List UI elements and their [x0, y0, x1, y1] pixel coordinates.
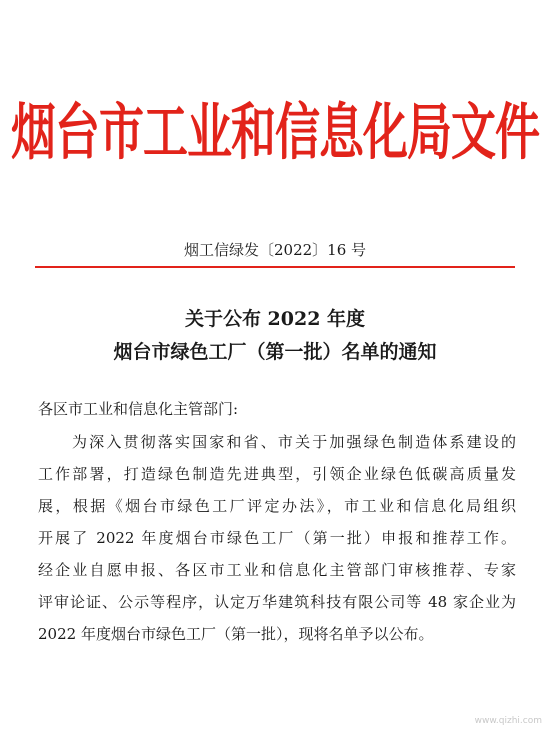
body-paragraph-line: 评审论证、公示等程序，认定万华建筑科技有限公司等 48 家企业为: [38, 593, 516, 611]
body-paragraph-line: 经企业自愿申报、各区市工业和信息化主管部门审核推荐、专家: [38, 561, 516, 579]
body-paragraph-line: 展，根据《烟台市绿色工厂评定办法》，市工业和信息化局组织: [38, 497, 516, 515]
body-paragraph-line: 开展了 2022 年度烟台市绿色工厂（第一批）申报和推荐工作。: [38, 529, 516, 547]
document-number: 烟工信绿发〔2022〕16 号: [183, 241, 367, 259]
notice-title-line-1: 关于公布 2022 年度: [184, 308, 366, 330]
red-divider-line: [35, 266, 515, 268]
body-paragraph-line: 工作部署，打造绿色制造先进典型，引领企业绿色低碳高质量发: [38, 465, 516, 483]
body-paragraph-line: 2022 年度烟台市绿色工厂（第一批），现将名单予以公布。: [38, 625, 434, 643]
notice-title-line-2: 烟台市绿色工厂（第一批）名单的通知: [113, 341, 437, 363]
body-paragraph-line: 为深入贯彻落实国家和省、市关于加强绿色制造体系建设的: [72, 433, 516, 451]
document-header-title: 烟台市工业和信息化局文件: [10, 96, 539, 168]
site-watermark: www.qizhi.com: [474, 716, 542, 726]
salutation: 各区市工业和信息化主管部门:: [38, 400, 239, 418]
